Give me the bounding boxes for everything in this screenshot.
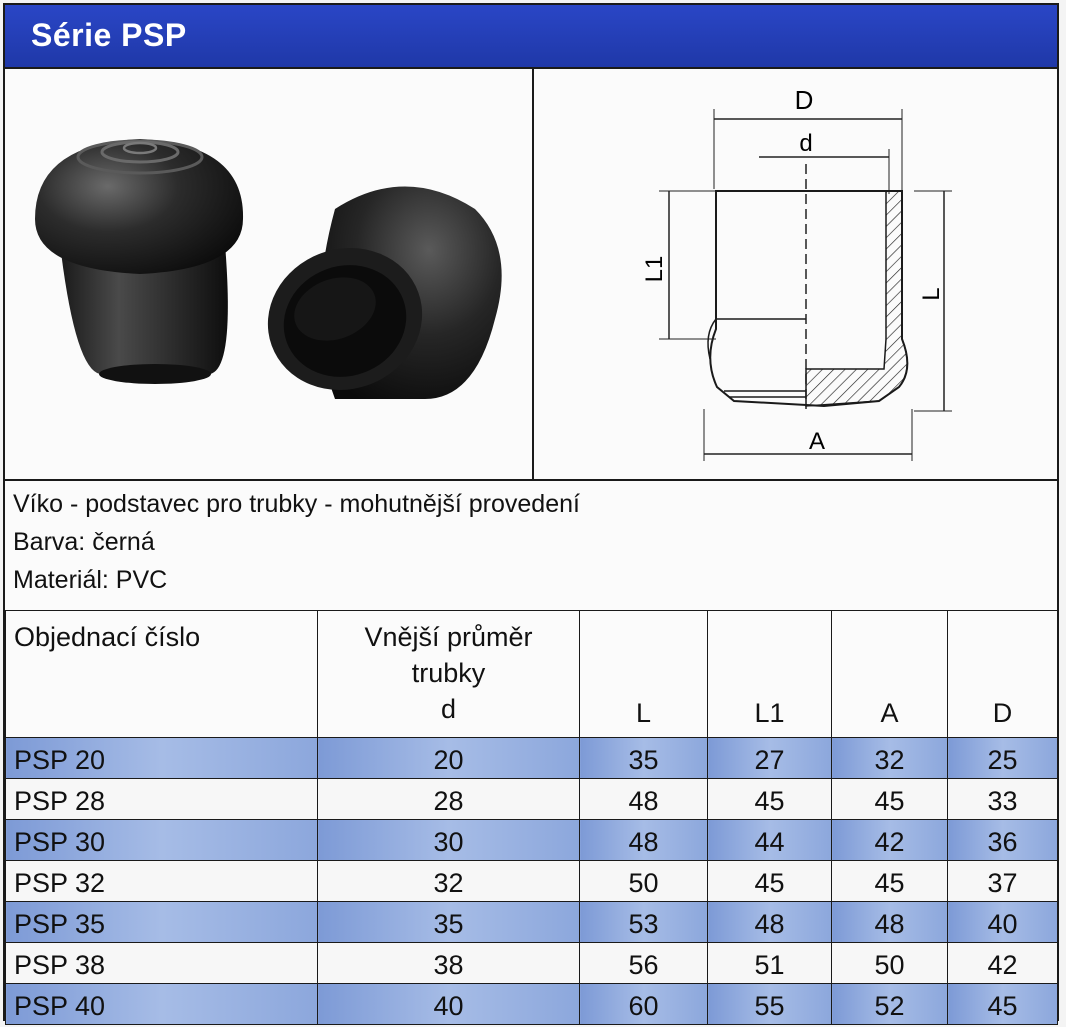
- cell-l1: 48: [708, 902, 832, 943]
- cell-a: 52: [832, 984, 948, 1025]
- cell-l: 60: [580, 984, 708, 1025]
- cell-d: 45: [948, 984, 1058, 1025]
- cell-a: 45: [832, 861, 948, 902]
- cell-l1: 55: [708, 984, 832, 1025]
- description-material: Materiál: PVC: [13, 566, 168, 594]
- header-order-code: Objednací číslo: [6, 611, 318, 738]
- cell-a: 50: [832, 943, 948, 984]
- cell-d: 32: [318, 861, 580, 902]
- cell-d: 38: [318, 943, 580, 984]
- cell-code: PSP 28: [6, 779, 318, 820]
- header-L1: L1: [708, 611, 832, 738]
- cell-d: 42: [948, 943, 1058, 984]
- product-sheet: [3, 3, 1059, 1021]
- cell-l: 50: [580, 861, 708, 902]
- cell-l1: 44: [708, 820, 832, 861]
- header-D: D: [948, 611, 1058, 738]
- table-row: [6, 861, 1058, 902]
- cell-code: PSP 38: [6, 943, 318, 984]
- header-bar: [5, 5, 1057, 69]
- cell-code: PSP 35: [6, 902, 318, 943]
- cell-d: 28: [318, 779, 580, 820]
- cell-l: 48: [580, 779, 708, 820]
- product-photo-panel: [5, 69, 534, 481]
- cap-standing-image: [35, 139, 243, 384]
- label-L1: L1: [641, 255, 668, 283]
- cell-code: PSP 20: [6, 738, 318, 779]
- label-L: L: [918, 287, 945, 301]
- table-row: [6, 943, 1058, 984]
- table-header-row: [6, 611, 1058, 738]
- table-row: [6, 779, 1058, 820]
- cell-code: PSP 40: [6, 984, 318, 1025]
- cell-d: 40: [948, 902, 1058, 943]
- series-title: Série PSP: [31, 17, 187, 53]
- cell-l: 56: [580, 943, 708, 984]
- header-pipe-diameter: Vnější průměr trubky d: [318, 611, 580, 738]
- table-row: [6, 902, 1058, 943]
- cell-a: 42: [832, 820, 948, 861]
- cell-d: 20: [318, 738, 580, 779]
- cap-tilted-image: [248, 187, 502, 412]
- spec-table-body: [6, 738, 1058, 1025]
- cell-l1: 51: [708, 943, 832, 984]
- cell-d: 40: [318, 984, 580, 1025]
- cell-l: 53: [580, 902, 708, 943]
- description-line-1: Víko - podstavec pro trubky - mohutnější provedení: [13, 490, 580, 518]
- cell-d: 36: [948, 820, 1058, 861]
- spec-table: [5, 610, 1058, 1025]
- technical-drawing-panel: [534, 69, 1057, 481]
- technical-drawing: [534, 69, 1055, 479]
- label-A: A: [808, 428, 826, 455]
- cell-l1: 45: [708, 779, 832, 820]
- cell-l1: 27: [708, 738, 832, 779]
- label-D: D: [794, 85, 814, 115]
- product-photo: [5, 69, 532, 479]
- cell-l: 48: [580, 820, 708, 861]
- product-description: [13, 485, 580, 599]
- cell-d: 33: [948, 779, 1058, 820]
- cell-a: 45: [832, 779, 948, 820]
- table-row: [6, 820, 1058, 861]
- table-row: [6, 738, 1058, 779]
- header-A: A: [832, 611, 948, 738]
- cell-d: 25: [948, 738, 1058, 779]
- table-row: [6, 984, 1058, 1025]
- label-d: d: [799, 130, 813, 157]
- cell-a: 48: [832, 902, 948, 943]
- header-L: L: [580, 611, 708, 738]
- cell-code: PSP 30: [6, 820, 318, 861]
- cell-l1: 45: [708, 861, 832, 902]
- cell-a: 32: [832, 738, 948, 779]
- description-color: Barva: černá: [13, 528, 155, 556]
- cell-code: PSP 32: [6, 861, 318, 902]
- cell-d: 30: [318, 820, 580, 861]
- cell-d: 37: [948, 861, 1058, 902]
- cell-d: 35: [318, 902, 580, 943]
- cell-l: 35: [580, 738, 708, 779]
